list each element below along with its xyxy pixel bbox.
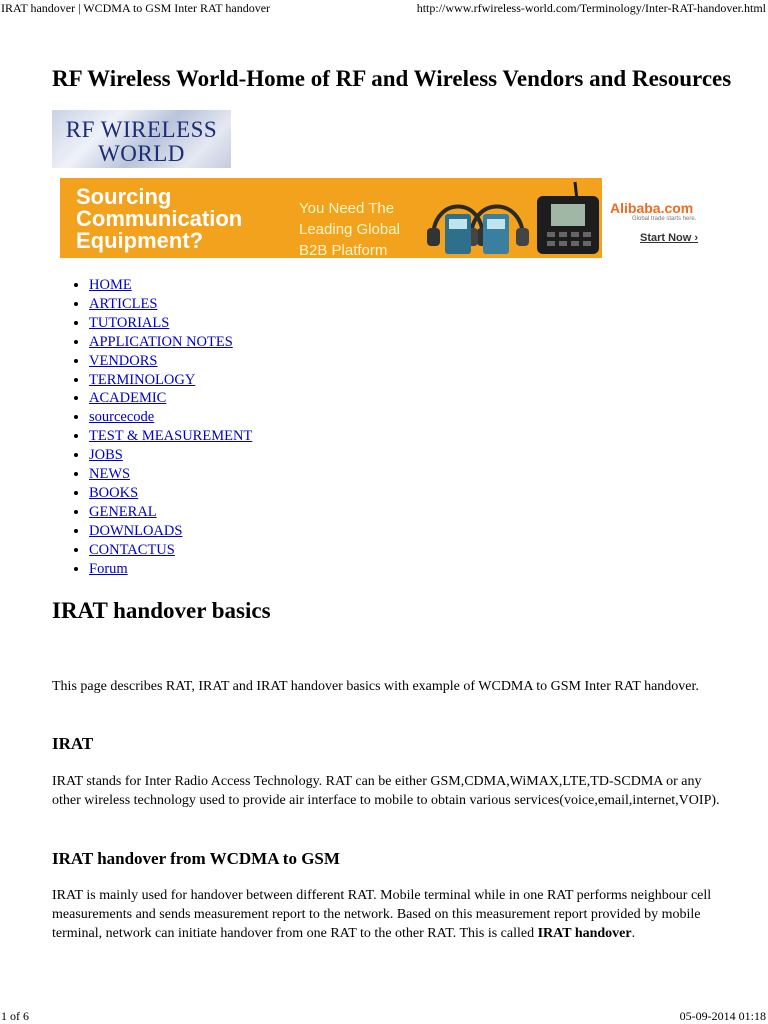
main-nav xyxy=(52,276,252,579)
page-count: 1 of 6 xyxy=(1,1009,29,1023)
print-footer xyxy=(0,1008,768,1024)
alibaba-tagline: Global trade starts here. xyxy=(632,216,697,222)
nav-link-jobs[interactable]: JOBS xyxy=(89,447,123,464)
banner-product-image xyxy=(425,178,605,258)
section-heading-handover: IRAT handover from WCDMA to GSM xyxy=(52,849,340,868)
nav-item-news xyxy=(89,465,252,484)
nav-link-home[interactable]: HOME xyxy=(89,277,132,293)
site-logo[interactable] xyxy=(52,110,231,168)
nav-item-test-measurement xyxy=(89,427,252,446)
nav-item-sourcecode xyxy=(89,408,252,427)
handover-paragraph xyxy=(52,886,722,944)
print-header xyxy=(0,0,768,16)
nav-link-contactus[interactable]: CONTACTUS xyxy=(89,541,175,558)
site-title: RF Wireless World-Home of RF and Wireless Vendors and Resources xyxy=(52,66,732,91)
banner-headline xyxy=(76,186,242,252)
intro-block xyxy=(52,677,722,696)
banner-subtext xyxy=(299,198,400,258)
handover-text-block xyxy=(52,886,722,944)
nav-item-home xyxy=(89,276,252,295)
nav-item-articles xyxy=(89,295,252,314)
nav-link-forum[interactable]: Forum xyxy=(89,560,128,577)
nav-link-application-notes[interactable]: APPLICATION NOTES xyxy=(89,333,233,350)
nav-item-jobs xyxy=(89,446,252,465)
alibaba-panel[interactable] xyxy=(602,178,720,258)
nav-item-academic xyxy=(89,389,252,408)
banner-headline-line: Equipment? xyxy=(76,228,204,253)
nav-item-vendors xyxy=(89,352,252,371)
nav-link-general[interactable]: GENERAL xyxy=(89,503,157,520)
nav-link-vendors[interactable]: VENDORS xyxy=(89,352,158,369)
section-heading-irat: IRAT xyxy=(52,734,94,753)
nav-link-books[interactable]: BOOKS xyxy=(89,484,139,501)
nav-link-articles[interactable]: ARTICLES xyxy=(89,295,158,312)
handover-bold-term: IRAT handover xyxy=(537,926,632,942)
nav-link-academic[interactable]: ACADEMIC xyxy=(89,390,167,407)
print-page-title: IRAT handover | WCDMA to GSM Inter RAT handover xyxy=(1,1,271,15)
nav-item-books xyxy=(89,484,252,503)
nav-item-general xyxy=(89,503,252,522)
handover-section xyxy=(52,848,722,870)
nav-link-tutorials[interactable]: TUTORIALS xyxy=(89,314,170,331)
logo-text-line2: WORLD xyxy=(98,141,185,166)
print-page-url: http://www.rfwireless-world.com/Terminology/Inter-RAT-handover.html xyxy=(416,1,766,15)
handover-text: IRAT is mainly used for handover between different RAT. Mobile terminal while in one RAT performs neighbour cell measurements and sends measurement report to the network. Based on this measurement report provided by mobile terminal, network can initiate handover from one RAT to the other RAT. This is called xyxy=(52,888,712,942)
nav-item-terminology xyxy=(89,371,252,390)
nav-link-test-measurement[interactable]: TEST & MEASUREMENT xyxy=(89,428,253,445)
alibaba-brand: Alibaba.com xyxy=(610,200,694,216)
nav-item-tutorials xyxy=(89,314,252,333)
irat-text-block xyxy=(52,772,722,810)
nav-link-news[interactable]: NEWS xyxy=(89,466,131,483)
nav-item-downloads xyxy=(89,522,252,541)
page-heading: IRAT handover basics xyxy=(52,598,271,623)
handover-text-end: . xyxy=(631,926,636,942)
nav-link-terminology[interactable]: TERMINOLOGY xyxy=(89,371,196,388)
nav-link-downloads[interactable]: DOWNLOADS xyxy=(89,522,183,539)
banner-headline-line: Sourcing xyxy=(76,184,172,209)
nav-link-sourcecode[interactable]: sourcecode xyxy=(89,409,155,426)
logo-text-line1: RF WIRELESS xyxy=(65,117,218,142)
start-now-link[interactable]: Start Now › xyxy=(640,232,699,244)
banner-headline-line: Communication xyxy=(76,206,243,231)
intro-paragraph: This page describes RAT, IRAT and IRAT handover basics with example of WCDMA to GSM Inter RAT handover. xyxy=(52,679,699,694)
irat-paragraph: IRAT stands for Inter Radio Access Technology. RAT can be either GSM,CDMA,WiMAX,LTE,TD-SCDMA or any other wireless technology used to provide air interface to mobile to obtain various services(voice,email,internet,VOIP). xyxy=(52,774,720,809)
alibaba-ad-banner[interactable] xyxy=(60,178,720,258)
banner-subtext-line: You Need The xyxy=(299,200,395,217)
print-datetime: 05-09-2014 01:18 xyxy=(679,1009,766,1023)
banner-subtext-line: B2B Platform xyxy=(299,242,388,258)
nav-item-forum xyxy=(89,560,252,579)
irat-section xyxy=(52,733,722,755)
nav-item-application-notes xyxy=(89,333,252,352)
banner-subtext-line: Leading Global xyxy=(299,221,400,238)
nav-item-contactus xyxy=(89,541,252,560)
